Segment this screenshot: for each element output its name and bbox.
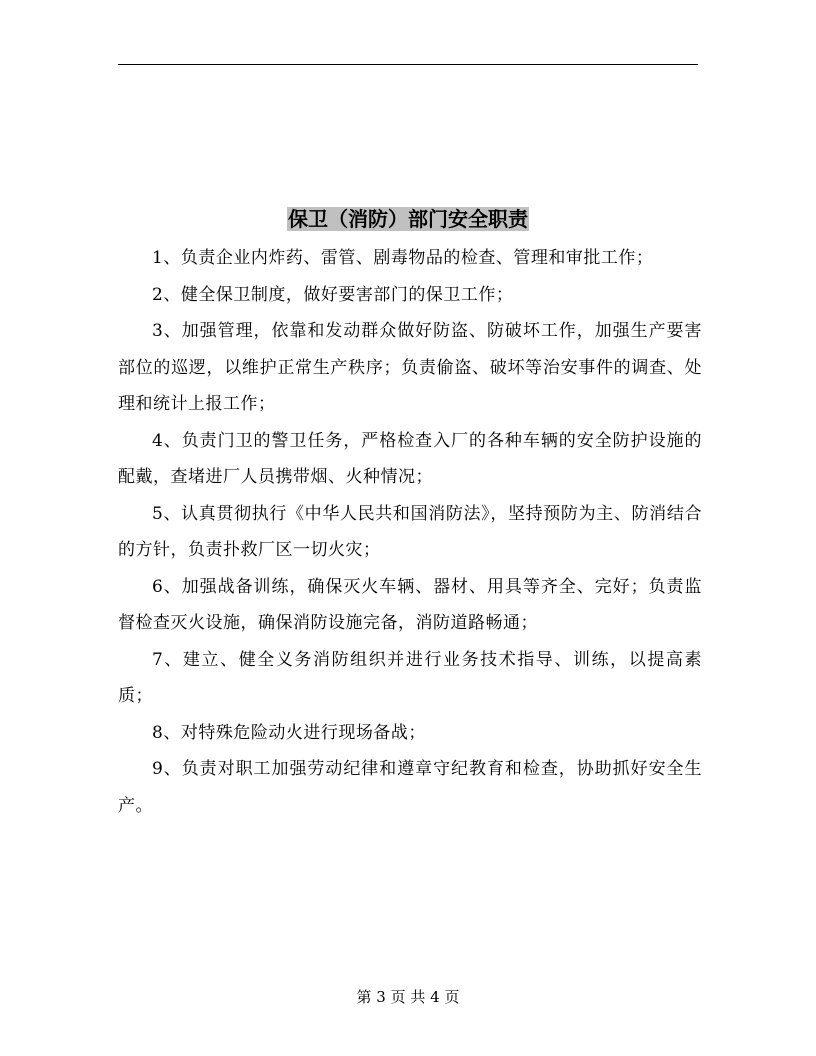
responsibility-item-4: 4、负责门卫的警卫任务，严格检查入厂的各种车辆的安全防护设施的配戴，查堵进厂人员携带烟、火种情况； [118,430,702,487]
responsibility-item-3: 3、加强管理，依靠和发动群众做好防盗、防破坏工作，加强生产要害部位的巡逻，以维护正常生产秩序；负责偷盗、破坏等治安事件的调查、处理和统计上报工作； [118,321,702,414]
header-rule [118,64,698,65]
responsibility-item-6: 6、加强战备训练，确保灭火车辆、器材、用具等齐全、完好；负责监督检查灭火设施，确保消防设施完备，消防道路畅通； [118,576,702,633]
responsibility-item-1: 1、负责企业内炸药、雷管、剧毒物品的检查、管理和审批工作； [152,248,654,268]
responsibility-item-9: 9、负责对职工加强劳动纪律和遵章守纪教育和检查，协助抓好安全生产。 [118,759,702,816]
responsibility-item-5: 5、认真贯彻执行《中华人民共和国消防法》，坚持预防为主、防消结合的方针，负责扑救厂区一切火灾； [118,503,702,560]
document-title-text: 保卫（消防）部门安全职责 [288,207,528,231]
responsibility-item-2: 2、健全保卫制度，做好要害部门的保卫工作； [152,284,514,305]
document-body [118,240,702,824]
page-number: 第 3 页 共 4 页 [356,988,460,1006]
responsibility-item-7: 7、建立、健全义务消防组织并进行业务技术指导、训练，以提高素质； [118,649,702,706]
document-title [0,204,816,234]
responsibility-item-8: 8、对特殊危险动火进行现场备战； [152,722,426,743]
